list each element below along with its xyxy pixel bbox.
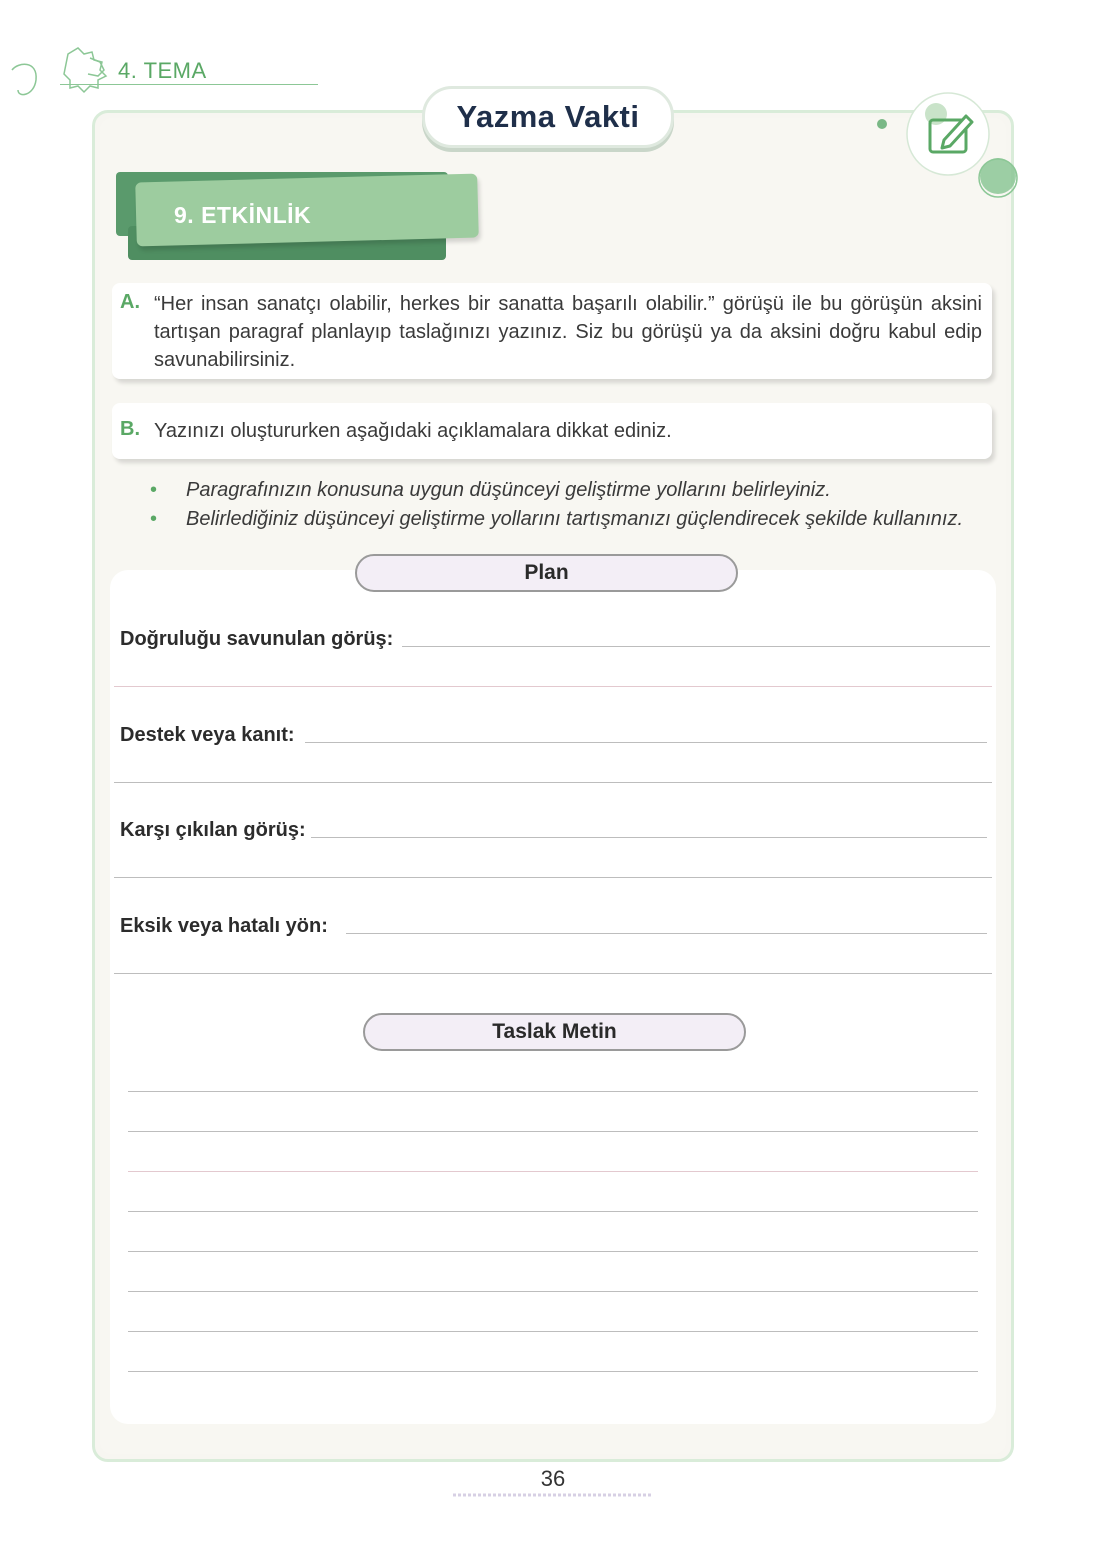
answer-line[interactable] [114, 973, 992, 974]
answer-line-weakness[interactable] [346, 933, 987, 934]
bullet-dot-icon: • [150, 479, 158, 501]
section-b-text: Yazınızı oluştururken aşağıdaki açıklamalara dikkat ediniz. [154, 420, 672, 442]
draft-line[interactable] [128, 1331, 978, 1332]
field-label-support: Destek veya kanıt: [120, 724, 295, 746]
answer-line[interactable] [114, 877, 992, 878]
plan-heading: Plan [355, 554, 738, 592]
section-a-text: “Her insan sanatçı olabilir, herkes bir sanatta başarılı olabilir.” görüşü ile bu görüşün aksini tartışan paragraf planlayıp taslağınızı yazınız. Siz bu görüşü ya da aksini doğru kabul edip savunabilirsiniz. [154, 293, 982, 371]
pencil-note-icon [870, 92, 1030, 202]
answer-line-defended-view[interactable] [402, 646, 990, 647]
list-item [150, 505, 1000, 534]
draft-heading: Taslak Metin [363, 1013, 746, 1051]
theme-label: 4. TEMA [118, 58, 207, 83]
bullet-list [150, 476, 1000, 534]
field-label-weakness: Eksik veya hatalı yön: [120, 915, 328, 937]
theme-rule [60, 84, 318, 85]
page-number-ornament [453, 1491, 653, 1499]
field-label-defended-view: Doğruluğu savunulan görüş: [120, 628, 394, 650]
field-label-opposed-view: Karşı çıkılan görüş: [120, 819, 306, 841]
page-title: Yazma Vakti [456, 99, 640, 134]
draft-line[interactable] [128, 1251, 978, 1252]
section-b-letter: B. [120, 418, 140, 440]
draft-line[interactable] [128, 1131, 978, 1132]
plan-panel [110, 570, 996, 1424]
bullet-text: Paragrafınızın konusuna uygun düşünceyi geliştirme yollarını belirleyiniz. [186, 479, 831, 501]
page-number: 36 [540, 1466, 566, 1491]
section-a-letter: A. [120, 291, 140, 313]
bullet-text: Belirlediğiniz düşünceyi geliştirme yollarını tartışmanızı güçlendirecek şekilde kullanınız. [186, 508, 964, 530]
draft-line[interactable] [128, 1211, 978, 1212]
draft-line[interactable] [128, 1371, 978, 1372]
title-tab [422, 86, 674, 148]
list-item [150, 476, 1000, 505]
answer-line[interactable] [114, 686, 992, 687]
answer-line-opposed-view[interactable] [311, 837, 987, 838]
answer-line[interactable] [114, 782, 992, 783]
bullet-dot-icon: • [150, 508, 158, 530]
draft-line[interactable] [128, 1091, 978, 1092]
activity-label: 9. ETKİNLİK [174, 202, 312, 228]
draft-line[interactable] [128, 1171, 978, 1172]
draft-line[interactable] [128, 1291, 978, 1292]
answer-line-support[interactable] [305, 742, 987, 743]
